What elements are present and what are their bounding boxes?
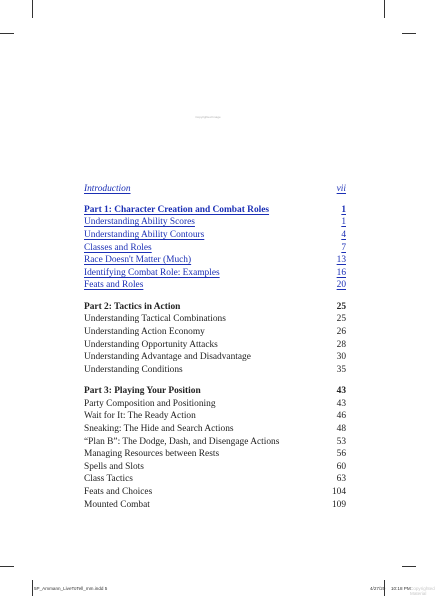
toc-entry-page: 109 [331,499,346,510]
toc-entry-page: 25 [336,314,346,325]
print-slug [34,585,435,596]
toc-entry-title: Managing Resources between Rests [84,449,220,460]
table-of-contents [84,183,346,511]
toc-part-heading [84,301,346,314]
toc-entry-title: Feats and Choices [84,487,153,498]
toc-entry-page: 43 [336,398,346,409]
toc-entry-title: Classes and Roles [84,242,152,253]
toc-entry [84,423,346,436]
toc-entry-title: Class Tactics [84,474,133,485]
toc-entry-title: Part 2: Tactics in Action [84,301,181,312]
toc-part-heading [84,385,346,398]
toc-entry [84,461,346,474]
toc-entry-page: 63 [336,474,346,485]
toc-entry-title: Mounted Combat [84,499,150,510]
crop-mark [402,33,416,34]
crop-mark [0,566,14,567]
toc-entry [84,473,346,486]
slug-date: 4/27/20 [370,586,386,591]
toc-entry-page: 16 [336,267,346,278]
section-gap [84,376,346,385]
toc-entry-page: vii [336,184,346,194]
toc-entry[interactable] [84,216,346,229]
slug-time: 10:18 PM [391,586,411,591]
toc-entry-title: Understanding Advantage and Disadvantage [84,352,251,363]
crop-mark [32,0,33,18]
toc-entry-page: 48 [336,423,346,434]
crop-mark [32,580,33,596]
toc-entry [84,313,346,326]
toc-entry[interactable] [84,267,346,280]
slug-file: 5P_Ammann_LiveToTell_mm.indd 5 [34,586,108,591]
toc-entry-title: Party Composition and Positioning [84,398,216,409]
toc-entry-title: Part 1: Character Creation and Combat Roles [84,204,270,215]
toc-entry [84,398,346,411]
toc-entry-title: Understanding Ability Contours [84,229,205,240]
toc-entry [84,486,346,499]
toc-entry-page: 60 [336,461,346,472]
crop-mark [0,33,14,34]
toc-entry-page: 13 [336,255,346,266]
toc-entry [84,436,346,449]
toc-parts [84,204,346,512]
toc-entry-title: Introduction [84,184,131,194]
toc-entry-page: 25 [336,301,346,312]
toc-entry [84,339,346,352]
copyright-line: Copyrighted Image [195,115,221,119]
toc-entry-page: 1 [341,217,346,228]
slug-watermark: Copyrighted Material [410,586,435,596]
toc-entry-page: 43 [336,385,346,396]
toc-entry[interactable] [84,254,346,267]
toc-entry-title: Sneaking: The Hide and Search Actions [84,423,234,434]
toc-entry-title: Part 3: Playing Your Position [84,385,201,396]
toc-entry[interactable] [84,242,346,255]
toc-entry-page: 30 [336,352,346,363]
section-gap [84,292,346,301]
toc-entry-title: Feats and Roles [84,280,144,291]
toc-entry-title: Identifying Combat Role: Examples [84,267,220,278]
toc-entry-page: 7 [341,242,346,253]
toc-entry-title: Race Doesn't Matter (Much) [84,255,192,266]
toc-entry-title: Understanding Tactical Combinations [84,314,226,325]
section-gap [84,196,346,204]
toc-part-heading[interactable] [84,204,346,217]
toc-entry-title: Understanding Opportunity Attacks [84,339,218,350]
toc-entry[interactable] [84,279,346,292]
toc-entry-page: 28 [336,339,346,350]
toc-entry-page: 56 [336,449,346,460]
toc-entry-title: Understanding Action Economy [84,326,205,337]
toc-entry-title: Understanding Ability Scores [84,217,195,228]
toc-entry [84,499,346,512]
toc-entry [84,326,346,339]
toc-entry-page: 53 [336,436,346,447]
toc-entry-title: Spells and Slots [84,461,144,472]
toc-entry [84,448,346,461]
crop-mark [402,566,416,567]
toc-entry-page: 4 [341,229,346,240]
toc-entry-page: 35 [336,364,346,375]
toc-entry-title: Understanding Conditions [84,364,183,375]
crop-mark [384,0,385,18]
toc-entry-page: 46 [336,411,346,422]
toc-entry-page: 104 [331,487,346,498]
toc-entry[interactable] [84,229,346,242]
toc-entry [84,364,346,377]
toc-entry-page: 20 [336,280,346,291]
toc-entry [84,410,346,423]
toc-entry-title: “Plan B”: The Dodge, Dash, and Disengage Actions [84,436,280,447]
toc-entry [84,351,346,364]
toc-entry-page: 26 [336,326,346,337]
toc-entry-page: 1 [341,204,346,215]
toc-entry-title: Wait for It: The Ready Action [84,411,196,422]
toc-introduction[interactable] [84,183,346,196]
